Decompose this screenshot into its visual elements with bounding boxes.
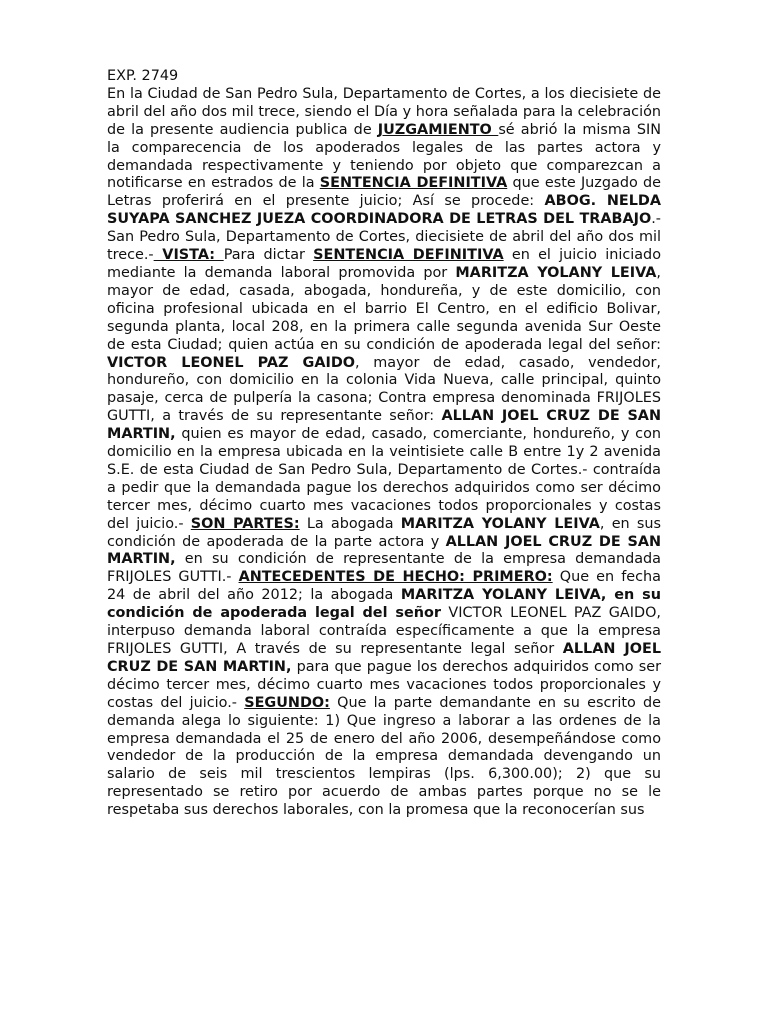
text-run: .- San Pedro Sula, Departamento de Cortes, diecisiete de abril del año dos mil trece.- bbox=[107, 211, 661, 264]
text-run: Que en fecha 24 de abril del año 2012; la abogada bbox=[107, 569, 661, 604]
heading-run: JUZGAMIENTO bbox=[377, 121, 499, 138]
text-run: en su condición de representante de la empresa demandada FRIJOLES GUTTI.- bbox=[107, 551, 661, 586]
text-run: Que la parte demandante en su escrito de demanda alega lo siguiente: 1) Que ingreso a laborar a las ordenes de la empresa demandada el 25 de enero del año 2006, desempeñándose como vendedor de la producción de la empresa demandada devengando un salario de seis mil trescientos lempiras (lps. 6,300.00); 2) que su representado se retiro por acuerdo de ambas partes porque no se le respetaba sus derechos laborales, con la promesa que la reconocerían sus bbox=[107, 694, 661, 819]
text-run: , en sus condición de apoderada de la parte actora y bbox=[107, 515, 661, 550]
text-run: sé abrió la misma SIN la comparecencia de los apoderados legales de las partes actora y demandada respectivamente y teniendo por objeto que comparezcan a notificarse en estrados de la bbox=[107, 121, 661, 192]
heading-run: SEGUNDO: bbox=[244, 694, 330, 711]
bold-run: MARITZA YOLANY LEIVA, en su condición de apoderada legal del señor bbox=[107, 587, 661, 622]
judgment-paragraph bbox=[107, 86, 661, 820]
case-number: EXP. 2749 bbox=[107, 68, 179, 84]
text-run: , mayor de edad, casada, abogada, hondureña, y de este domicilio, con oficina profesional ubicada en el barrio El Centro, en el edificio Bolivar, segunda planta, local 208, en la primera calle segunda avenida Sur Oeste de esta Ciudad; quien actúa en su condición de apoderada legal del señor: bbox=[107, 264, 661, 353]
heading-run: SON PARTES: bbox=[190, 515, 300, 532]
bold-run: VICTOR LEONEL PAZ GAIDO bbox=[107, 354, 356, 371]
bold-run: ABOG. NELDA SUYAPA SANCHEZ JUEZA COORDINADORA DE LETRAS DEL TRABAJO bbox=[107, 193, 661, 228]
heading-run: ANTECEDENTES DE HECHO: PRIMERO: bbox=[238, 569, 553, 586]
text-run: Para dictar bbox=[223, 247, 314, 264]
text-run: En la Ciudad de San Pedro Sula, Departamento de Cortes, a los diecisiete de abril del año dos mil trece, siendo el Día y hora señalada para la celebración de la presente audiencia publica de bbox=[107, 85, 661, 138]
text-run: en el juicio iniciado mediante la demanda laboral promovida por bbox=[107, 247, 661, 281]
document-body bbox=[107, 68, 661, 820]
heading-run: VISTA: bbox=[153, 247, 224, 264]
bold-run: ALLAN JOEL CRUZ DE SAN MARTIN, bbox=[107, 408, 661, 443]
bold-run: MARITZA YOLANY LEIVA bbox=[455, 264, 657, 281]
bold-run: ALLAN JOEL CRUZ DE SAN MARTIN, bbox=[107, 533, 661, 568]
heading-run: SENTENCIA DEFINITIVA bbox=[319, 175, 508, 192]
text-run: VICTOR LEONEL PAZ GAIDO, interpuso demanda laboral contraída específicamente a que la empresa FRIJOLES GUTTI, A través de su representante legal señor bbox=[107, 605, 661, 657]
text-run: , mayor de edad, casado, vendedor, hondureño, con domicilio en la colonia Vida Nueva, calle principal, quinto pasaje, cerca de pulpería la casona; Contra empresa denominada FRIJOLES GUTTI, a través de su representante señor: bbox=[107, 354, 661, 425]
heading-run: SENTENCIA DEFINITIVA bbox=[313, 247, 504, 264]
bold-run: MARITZA YOLANY LEIVA bbox=[400, 515, 600, 532]
text-run: quien es mayor de edad, casado, comerciante, hondureño, y con domicilio en la empresa ubicada en la veintisiete calle B entre 1y 2 avenida S.E. de esta Ciudad de San Pedro Sula, Departamento de Cortes.- contraída a pedir que la demandada pague los derechos adquiridos como ser décimo tercer mes, décimo cuarto mes vacaciones todos proporcionales y costas del juicio.- bbox=[107, 426, 661, 532]
text-run: para que pague los derechos adquiridos como ser décimo tercer mes, décimo cuarto mes vacaciones todos proporcionales y costas del juicio.- bbox=[107, 658, 661, 711]
text-run: que este Juzgado de Letras proferirá en el presente juicio; Así se procede: bbox=[107, 175, 661, 210]
bold-run: ALLAN JOEL CRUZ DE SAN MARTIN, bbox=[107, 641, 661, 675]
text-run: La abogada bbox=[299, 515, 401, 532]
